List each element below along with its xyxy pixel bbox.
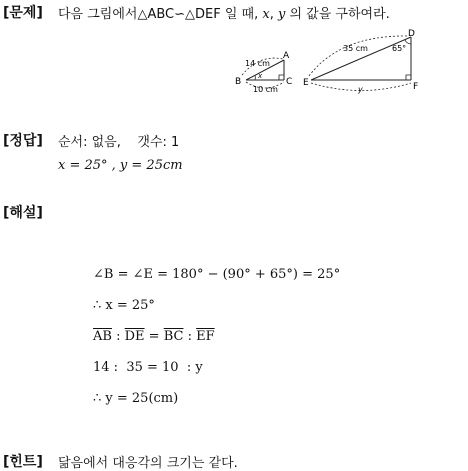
- side-bc-label: 10 cm: [253, 85, 278, 94]
- ratio-equals: =: [144, 329, 164, 344]
- segment-de: $\overline{DE}$: [124, 329, 145, 344]
- similar-triangles-figure: [225, 28, 468, 100]
- solution-step-y: ∴ y = 25(cm): [93, 391, 179, 406]
- solution-step-x: ∴ x = 25°: [93, 298, 155, 313]
- problem-prefix: 다음 그림에서△ABC∽△DEF 일 때,: [58, 7, 263, 22]
- side-ef-label: y: [358, 85, 363, 94]
- ratio-sep-1: :: [111, 329, 125, 344]
- vertex-e-label: E: [303, 78, 309, 88]
- problem-tag: [문제]: [3, 5, 43, 21]
- problem-text: [58, 3, 390, 22]
- segment-bc: $\overline{BC}$: [163, 329, 184, 344]
- segment-ab: $\overline{AB}$: [93, 329, 112, 344]
- answer-line-2: x = 25° , y = 25cm: [58, 158, 183, 173]
- angle-b-label: x: [258, 72, 263, 80]
- hint-tag: [힌트]: [3, 454, 43, 470]
- solution-step-angle: ∠B = ∠E = 180° − (90° + 65°) = 25°: [93, 267, 341, 282]
- answer-tag: [정답]: [3, 133, 43, 149]
- vertex-a-label: A: [283, 51, 290, 61]
- solution-tag: [해설]: [3, 205, 43, 221]
- vertex-c-label: C: [286, 77, 293, 87]
- angle-d-label: 65°: [392, 44, 407, 53]
- vertex-f-label: F: [413, 82, 419, 92]
- ratio-sep-2: :: [183, 329, 197, 344]
- solution-step-ratio: [93, 329, 215, 344]
- segment-ef: $\overline{EF}$: [196, 329, 215, 344]
- hint-text: 닮음에서 대응각의 크기는 같다.: [58, 456, 238, 471]
- side-de-label: 35 cm: [343, 44, 368, 53]
- vertex-d-label: D: [408, 29, 415, 39]
- solution-step-proportion: 14 : 35 = 10 : y: [93, 360, 203, 375]
- problem-x: x: [262, 7, 270, 22]
- problem-y: y: [278, 7, 286, 22]
- vertex-b-label: B: [235, 77, 242, 87]
- side-ab-label: 14 cm: [245, 59, 270, 68]
- answer-line-1: 순서: 없음, 갯수: 1: [58, 135, 180, 150]
- problem-suffix: 의 값을 구하여라.: [285, 7, 390, 22]
- problem-comma: ,: [269, 7, 278, 22]
